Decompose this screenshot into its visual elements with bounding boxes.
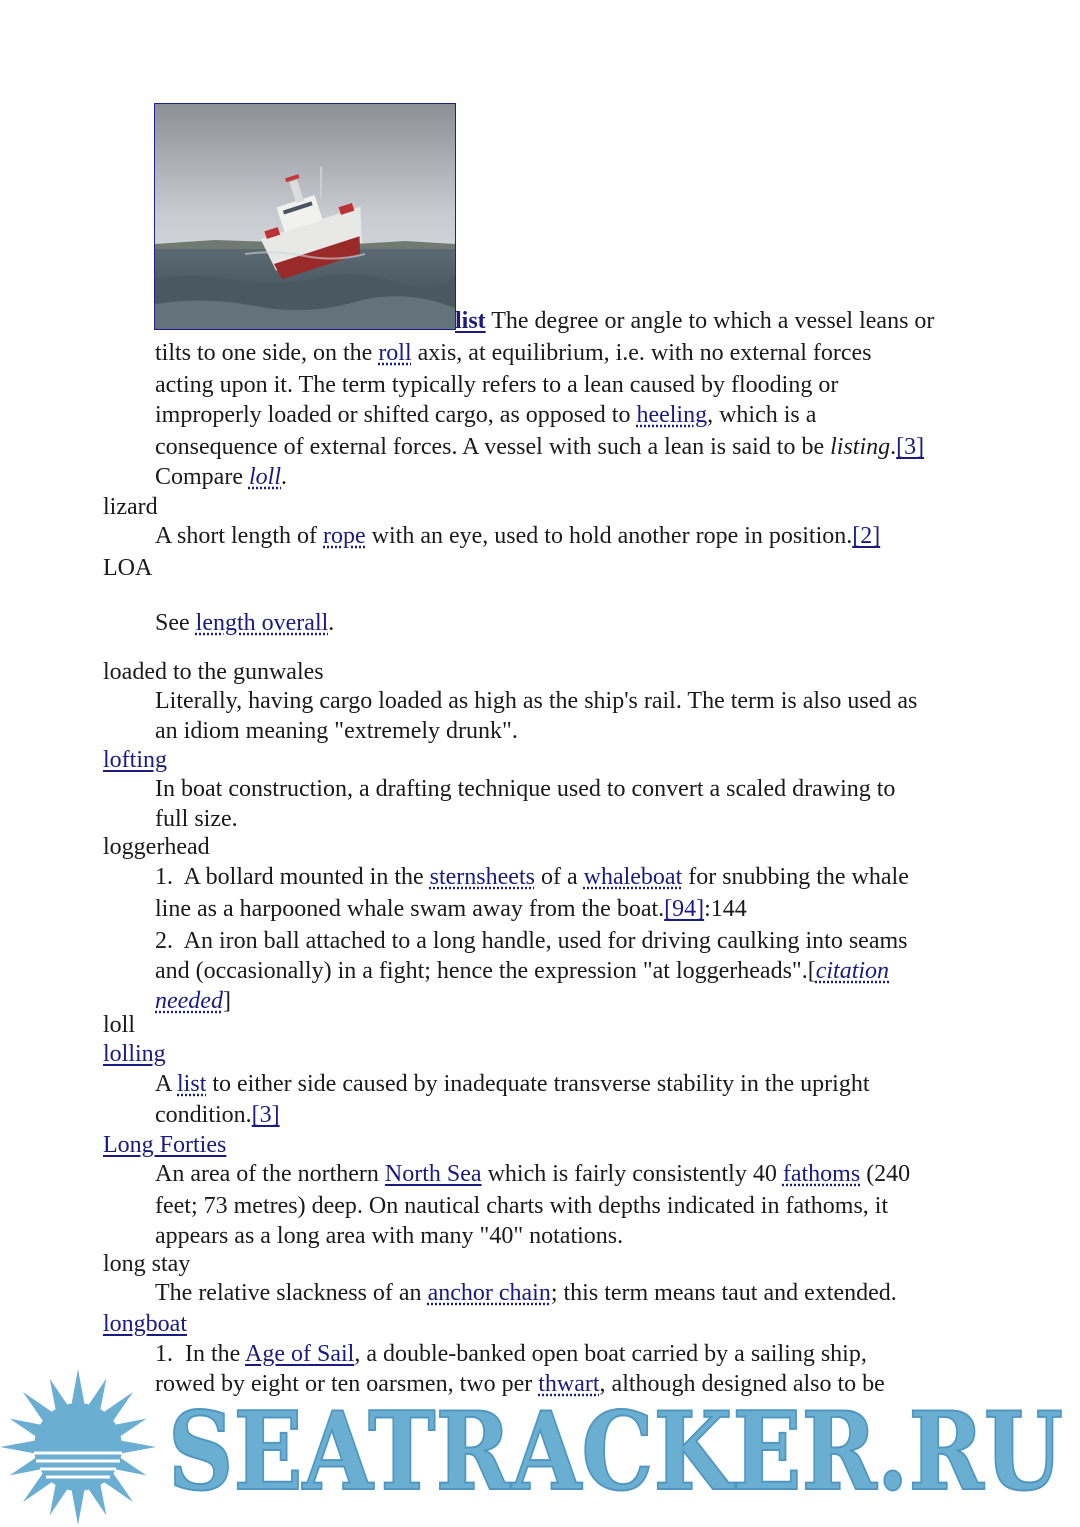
long-stay-definition: The relative slackness of an anchor chain; this term means taut and extended. (155, 1280, 897, 1306)
length-overall-link[interactable]: length overall (195, 610, 329, 636)
list-definition: tilts to one side, on the roll axis, at equilibrium, i.e. with no external forces acting upon it. The term typically refers to a lean caused by flooding or improperly loaded or shifted cargo, as opposed to heeling, which is a consequence of external forces. A vessel with such a lean is said to be listing.[3] Compare loll. (155, 340, 925, 490)
term-lizard: lizard (103, 494, 158, 520)
gunwales-definition: Literally, having cargo loaded as high as the ship's rail. The term is also used as an idiom meaning "extremely drunk". (155, 688, 918, 744)
seatracker-watermark (0, 1365, 1080, 1527)
listing-ship-image (155, 104, 455, 329)
sun-icon (0, 1365, 188, 1527)
term-loll: loll (103, 1012, 136, 1038)
long-forties-definition: An area of the northern North Sea which is fairly consistently 40 fathoms (240 feet; 73 metres) deep. On nautical charts with depths indicated in fathoms, it appears as a long area with many "40" notations. (155, 1161, 911, 1249)
list-link[interactable]: list (177, 1071, 207, 1097)
lolling-definition: A list to either side caused by inadequate transverse stability in the upright condition.[3] (155, 1071, 870, 1128)
thwart-link[interactable]: thwart (538, 1371, 600, 1397)
sternsheets-link[interactable]: sternsheets (429, 864, 535, 890)
term-loggerhead: loggerhead (103, 834, 210, 860)
ref-3-link-2[interactable]: [3] (251, 1102, 280, 1128)
lizard-definition: A short length of rope with an eye, used to hold another rope in position.[2] (155, 523, 881, 549)
list-term-link[interactable]: list (455, 308, 486, 334)
north-sea-link[interactable]: North Sea (384, 1161, 482, 1187)
longboat-link[interactable]: longboat (103, 1311, 187, 1337)
term-longboat (103, 1309, 187, 1339)
ref-94-link[interactable]: [94] (664, 896, 705, 922)
roll-link[interactable]: roll (378, 340, 412, 366)
long-forties-link[interactable]: Long Forties (103, 1132, 227, 1158)
loa-definition: See length overall. (155, 610, 335, 636)
term-lofting (103, 745, 167, 775)
longboat-definition: 1. In the Age of Sail, a double-banked open boat carried by a sailing ship, rowed by eight or ten oarsmen, two per thwart, although designed also to be (155, 1341, 885, 1397)
loll-link[interactable]: loll (248, 464, 281, 490)
ship-photo[interactable] (154, 103, 456, 330)
term-lolling (103, 1039, 166, 1069)
lofting-link[interactable]: lofting (103, 747, 167, 773)
fathoms-link[interactable]: fathoms (782, 1161, 861, 1187)
heeling-link[interactable]: heeling (636, 402, 708, 428)
ref-3-link[interactable]: [3] (896, 434, 925, 460)
age-of-sail-link[interactable]: Age of Sail (245, 1341, 355, 1367)
term-long-stay: long stay (103, 1251, 191, 1277)
lolling-link[interactable]: lolling (103, 1041, 166, 1067)
term-long-forties (103, 1130, 226, 1160)
citation-needed-link-2[interactable]: needed (155, 988, 223, 1014)
lofting-definition: In boat construction, a drafting technique used to convert a scaled drawing to full size. (155, 776, 896, 832)
whaleboat-link[interactable]: whaleboat (583, 864, 683, 890)
term-loa: LOA (103, 555, 153, 581)
watermark-text: SEATRACKER.RU (168, 1389, 1063, 1515)
anchor-chain-link[interactable]: anchor chain (427, 1280, 551, 1306)
rope-link[interactable]: rope (323, 523, 366, 549)
loggerhead-definition: 1. A bollard mounted in the sternsheets of a whaleboat for snubbing the whale line as a harpooned whale swam away from the boat.[94]:144 2. An iron ball attached to a long handle, used for driving caulking into seams and (occasionally) in a fight; hence the expression "at loggerheads".[citation needed] (155, 864, 909, 1014)
list-line-1: list The degree or angle to which a vessel leans or (455, 308, 935, 334)
term-loaded-to-the-gunwales: loaded to the gunwales (103, 659, 324, 685)
ref-2-link[interactable]: [2] (852, 523, 881, 549)
citation-needed-link-1[interactable]: citation (815, 958, 890, 984)
